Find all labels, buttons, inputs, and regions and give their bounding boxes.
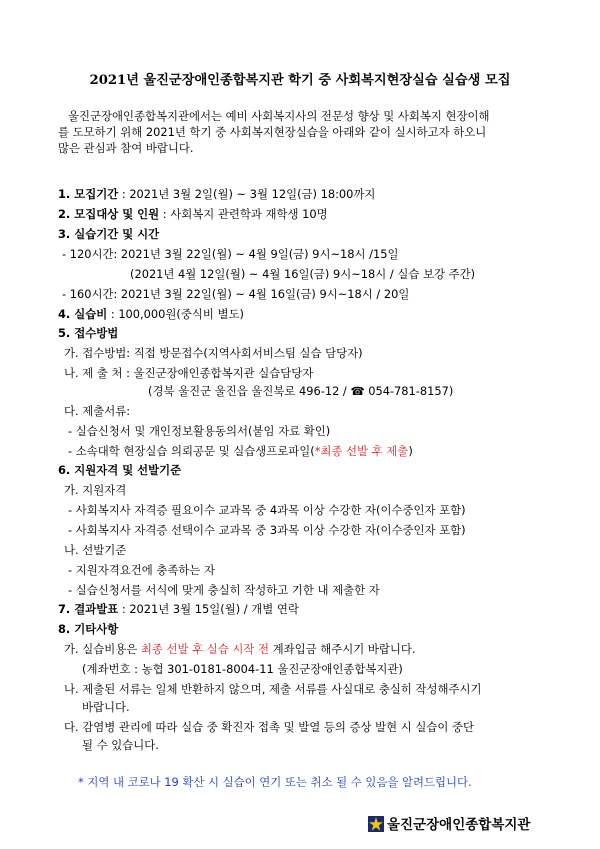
- eligibility-heading: 가. 지원자격: [64, 483, 127, 497]
- application-doc-2: [68, 444, 413, 459]
- organization-logo: [368, 813, 530, 833]
- misc-docs-1: 나. 제출된 서류는 일체 반환하지 않으며, 제출 서류를 사실대로 충실히 작성해주시기: [64, 682, 482, 696]
- selection-1: - 지원자격요건에 충족하는 자: [68, 563, 216, 577]
- intro-line-1: 울진군장애인종합복지관에서는 예비 사회복지사의 전문성 향상 및 사회복지 현장이해: [68, 109, 490, 123]
- intro-line-3: 많은 관심과 참여 바랍니다.: [58, 141, 194, 155]
- application-doc-1: - 실습신청서 및 개인정보활용동의서(붙임 자료 확인): [68, 424, 331, 438]
- misc-docs-2: 바랍니다.: [82, 700, 130, 714]
- logo-text: 울진군장애인종합복지관: [387, 817, 531, 833]
- section-fee: [58, 307, 244, 322]
- misc-infection-1: 다. 감염병 관리에 따라 실습 중 확진자 접촉 및 발열 등의 증상 발현 시 실습이 중단: [64, 720, 475, 734]
- eligibility-1: - 사회복지사 자격증 필요이수 교과목 중 4과목 이상 수강한 자(이수중인자 포함): [68, 503, 466, 517]
- misc-infection-2: 될 수 있습니다.: [82, 738, 159, 752]
- payment-timing: 최종 선발 후 실습 시작 전: [140, 642, 270, 656]
- application-address: (경북 울진군 울진읍 울진북로 496-12 / ☎ 054-781-8157): [148, 384, 454, 398]
- section-result: [58, 602, 299, 617]
- section-misc-heading: 8. 기타사항: [58, 622, 119, 636]
- section-eligibility-heading: 6. 지원자격 및 선발기준: [58, 463, 182, 477]
- covid-notice: * 지역 내 코로나 19 확산 시 실습이 연기 또는 취소 될 수 있음을 알려드립니다.: [78, 775, 472, 789]
- application-place: 나. 제 출 처 : 울진군장애인종합복지관 실습담당자: [64, 366, 314, 380]
- section-application-heading: 5. 접수방법: [58, 326, 119, 340]
- section-period-heading: 3. 실습기간 및 시간: [58, 227, 160, 241]
- section-value: : 2021년 3월 15일(월) / 개별 연락: [118, 602, 299, 616]
- doc-2-close: ): [408, 444, 413, 458]
- section-label: 2. 모집대상 및 인원: [58, 207, 160, 221]
- misc-account: (계좌번호 : 농협 301-0181-8004-11 울진군장애인종합복지관): [82, 662, 403, 676]
- period-120: - 120시간: 2021년 3월 22일(월) ~ 4월 9일(금) 9시~18시 /15일: [62, 247, 399, 261]
- period-160: - 160시간: 2021년 3월 22일(월) ~ 4월 16일(금) 9시~18시 / 20일: [62, 287, 410, 301]
- final-selection-note: *최종 선발 후 제출: [314, 444, 409, 458]
- application-method: 가. 접수방법: 직접 방문접수(지역사회서비스팀 실습 담당자): [64, 346, 363, 360]
- logo-icon: [368, 816, 384, 832]
- application-docs-heading: 다. 제출서류:: [64, 404, 131, 418]
- payment-pre: 가. 실습비용은: [64, 642, 141, 656]
- selection-heading: 나. 선발기준: [64, 543, 127, 557]
- payment-post: 계좌입금 해주시기 바랍니다.: [269, 642, 416, 656]
- section-target: [58, 207, 328, 222]
- document-title: 2021년 울진군장애인종합복지관 학기 중 사회복지현장실습 실습생 모집: [89, 73, 511, 88]
- period-120-makeup: (2021년 4월 12일(월) ~ 4월 16일(금) 9시~18시 / 실습 보강 주간): [130, 267, 476, 281]
- doc-2-text: - 소속대학 현장실습 의뢰공문 및 실습생프로파일(: [68, 444, 315, 458]
- misc-payment: [64, 642, 416, 657]
- section-recruit-period: [58, 187, 375, 202]
- selection-2: - 실습신청서를 서식에 맞게 충실히 작성하고 기한 내 제출한 자: [68, 583, 380, 597]
- eligibility-2: - 사회복지사 자격증 선택이수 교과목 중 3과목 이상 수강한 자(이수중인자 포함): [68, 523, 466, 537]
- intro-line-2: 를 도모하기 위해 2021년 학기 중 사회복지현장실습을 아래와 같이 실시하고자 하오니: [58, 125, 487, 139]
- section-label: 4. 실습비: [58, 307, 108, 321]
- section-value: : 사회복지 관련학과 재학생 10명: [159, 207, 328, 221]
- section-label: 1. 모집기간: [58, 187, 119, 201]
- section-label: 7. 결과발표: [58, 602, 119, 616]
- section-value: : 2021년 3월 2일(월) ~ 3월 12일(금) 18:00까지: [118, 187, 376, 201]
- section-value: : 100,000원(중식비 별도): [107, 307, 244, 321]
